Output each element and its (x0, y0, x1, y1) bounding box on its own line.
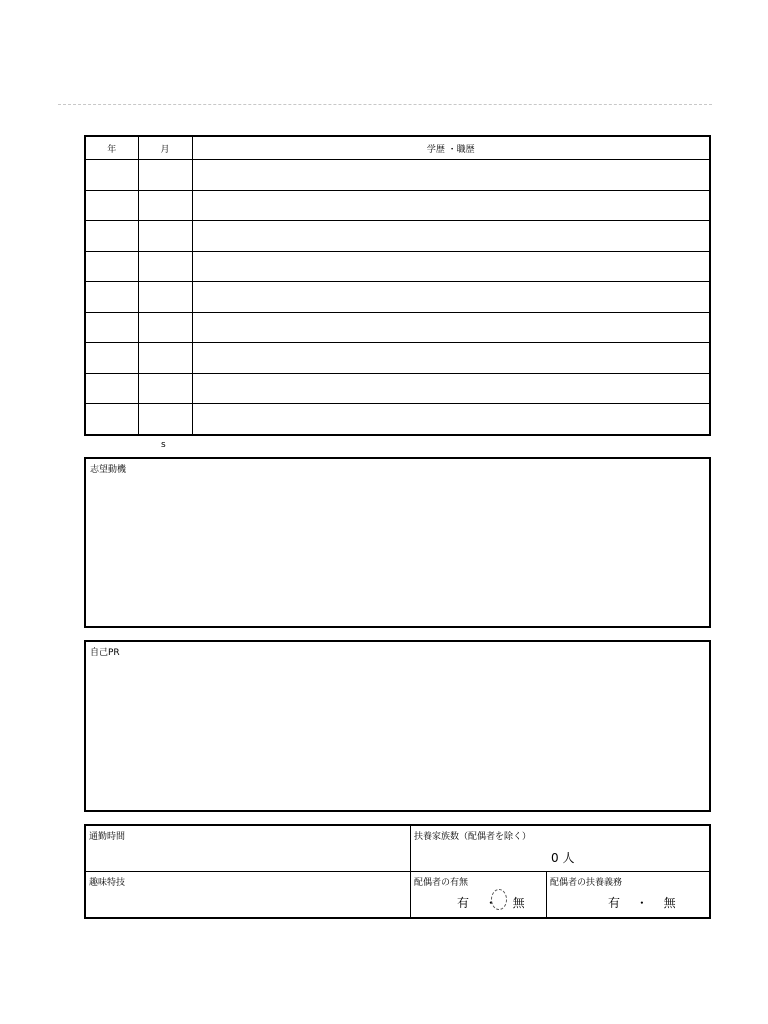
self-pr-box[interactable] (84, 640, 711, 812)
month-cell[interactable] (138, 312, 192, 343)
month-cell[interactable] (138, 404, 192, 435)
year-cell[interactable] (85, 282, 138, 313)
commute-label: 通勤時間 (89, 832, 126, 842)
month-cell[interactable] (138, 160, 192, 191)
table-row (85, 190, 710, 221)
month-cell[interactable] (138, 251, 192, 282)
note-s: s (161, 440, 166, 450)
dependents-cell[interactable] (411, 826, 709, 872)
motivation-label: 志望動機 (90, 465, 127, 475)
spouse-support-cell[interactable] (547, 872, 709, 917)
selection-circle (491, 889, 507, 910)
table-row (85, 312, 710, 343)
month-cell[interactable] (138, 282, 192, 313)
month-cell[interactable] (138, 373, 192, 404)
table-row (85, 160, 710, 191)
table-row (85, 251, 710, 282)
header-year: 年 (85, 136, 138, 160)
history-cell[interactable] (192, 282, 710, 313)
year-cell[interactable] (85, 160, 138, 191)
table-row (85, 343, 710, 374)
year-cell[interactable] (85, 251, 138, 282)
table-row (85, 221, 710, 252)
month-cell[interactable] (138, 190, 192, 221)
table-row (85, 282, 710, 313)
year-cell[interactable] (85, 343, 138, 374)
history-cell[interactable] (192, 160, 710, 191)
spouse-label: 配偶者の有無 (414, 878, 469, 888)
history-cell[interactable] (192, 312, 710, 343)
year-cell[interactable] (85, 373, 138, 404)
table-row (85, 373, 710, 404)
history-cell[interactable] (192, 251, 710, 282)
table-row (85, 404, 710, 435)
spouse-value: 有 ・ 無 (457, 896, 531, 910)
year-cell[interactable] (85, 312, 138, 343)
personal-info-table (84, 824, 711, 919)
history-cell[interactable] (192, 190, 710, 221)
motivation-box[interactable] (84, 457, 711, 628)
year-cell[interactable] (85, 404, 138, 435)
spouse-support-value: 有 ・ 無 (608, 896, 682, 910)
dependents-label: 扶養家族数（配偶者を除く） (414, 832, 532, 842)
month-cell[interactable] (138, 343, 192, 374)
commute-cell[interactable] (86, 826, 411, 872)
history-table (84, 135, 711, 436)
self-pr-label: 自己PR (90, 648, 120, 658)
year-cell[interactable] (85, 190, 138, 221)
history-cell[interactable] (192, 404, 710, 435)
history-header-row (85, 136, 710, 160)
spouse-support-label: 配偶者の扶養義務 (550, 878, 623, 888)
hobbies-label: 趣味特技 (89, 878, 126, 888)
year-cell[interactable] (85, 221, 138, 252)
cut-line (58, 104, 712, 105)
history-cell[interactable] (192, 373, 710, 404)
header-month: 月 (138, 136, 192, 160)
dependents-value: 0 人 (551, 851, 575, 865)
hobbies-cell[interactable] (86, 872, 411, 917)
month-cell[interactable] (138, 221, 192, 252)
spouse-cell[interactable] (411, 872, 547, 917)
header-history: 学歴 ・職歴 (192, 136, 710, 160)
history-cell[interactable] (192, 343, 710, 374)
history-cell[interactable] (192, 221, 710, 252)
